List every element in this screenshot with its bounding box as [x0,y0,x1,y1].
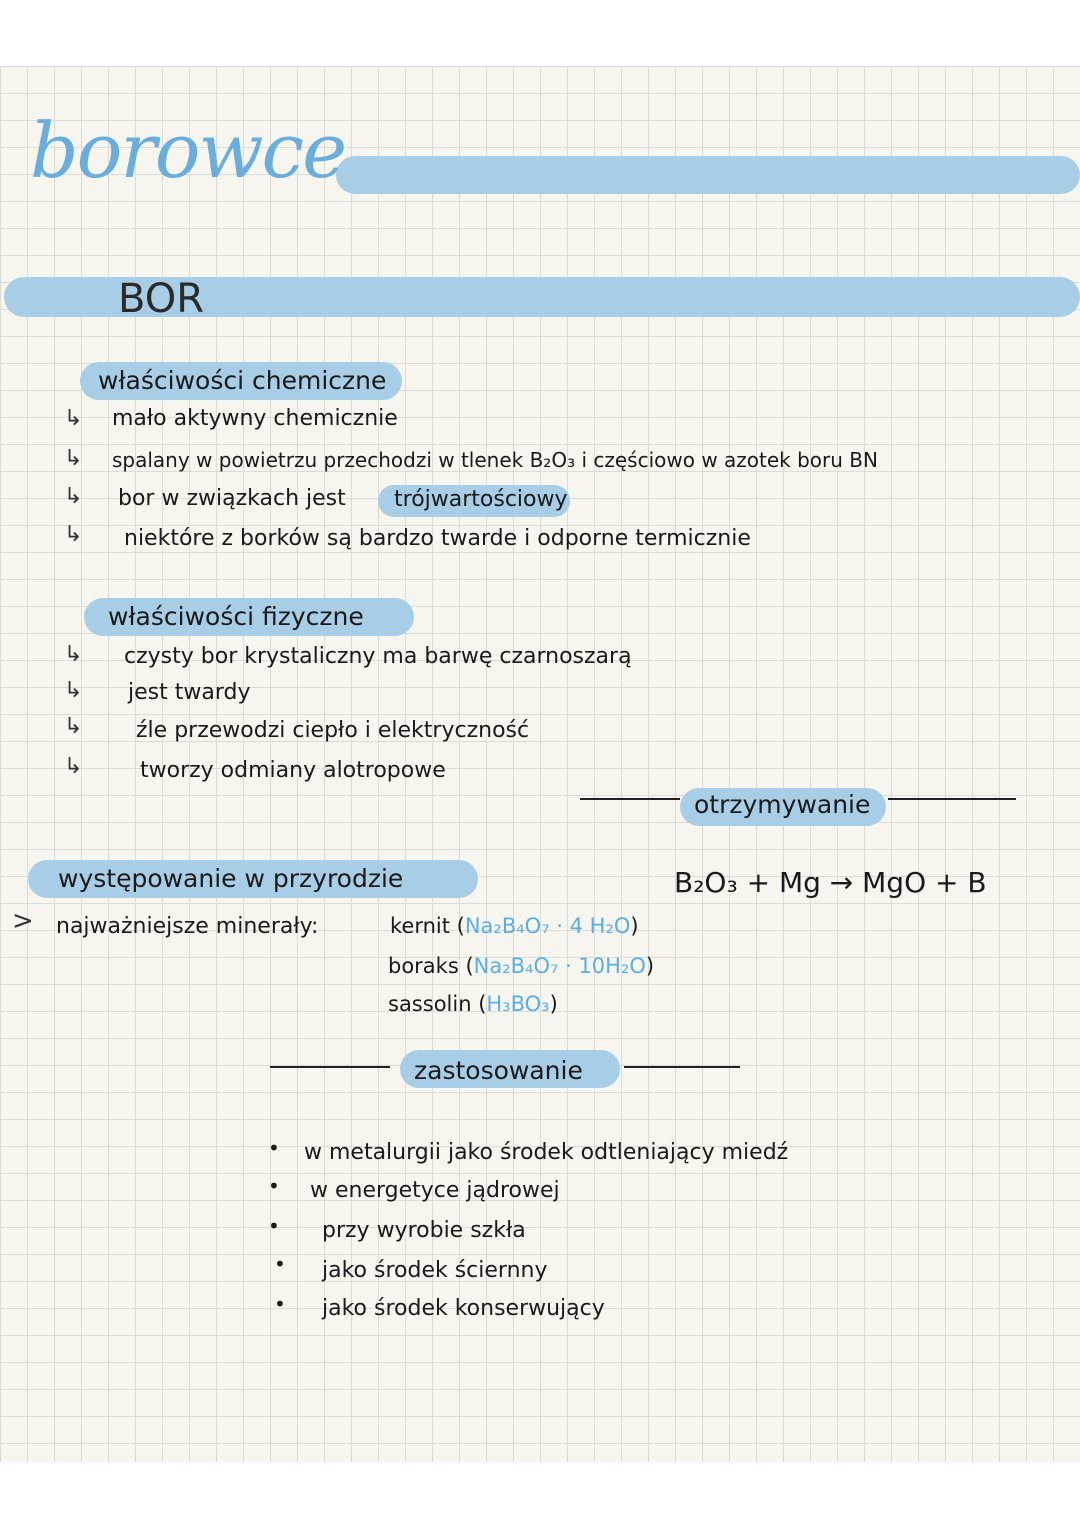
title-highlight [336,156,1080,194]
reaction-equation: B₂O₃ + Mg → MgO + B [674,866,987,899]
mineral-close: ) [549,992,558,1016]
bullet-dot-icon: • [274,1292,286,1316]
use-item: w energetyce jądrowej [310,1178,560,1203]
divider-line [888,798,1016,800]
mineral-row [390,914,639,938]
element-name: BOR [118,276,205,322]
use-item: jako środek ściernny [322,1258,548,1283]
occurrence-heading: występowanie w przyrodzie [58,864,404,893]
minerals-lead: najważniejsze minerały: [56,914,319,939]
mineral-close: ) [645,954,655,978]
phys-heading: właściwości fizyczne [108,602,364,631]
chem-item: niektóre z borków są bardzo twarde i odporne termicznie [124,526,751,551]
bullet-dot-icon: • [274,1252,286,1276]
phys-item: tworzy odmiany alotropowe [140,758,446,783]
bullet-dot-icon: • [268,1136,280,1160]
hooked-arrow-icon: ↳ [64,406,83,431]
phys-item: jest twardy [128,680,251,705]
greater-than-icon: > [12,906,34,936]
hooked-arrow-icon: ↳ [64,484,83,509]
mineral-close: ) [630,914,639,938]
chem-heading: właściwości chemiczne [98,366,387,395]
mineral-name: kernit ( [390,914,465,938]
notebook-page [0,66,1080,1462]
chem-item: mało aktywny chemicznie [112,406,398,431]
use-item: w metalurgii jako środek odtleniający miedź [304,1140,789,1165]
divider-line [624,1066,740,1068]
use-item: przy wyrobie szkła [322,1218,526,1243]
mineral-name: sassolin ( [388,992,487,1016]
hooked-arrow-icon: ↳ [64,678,83,703]
divider-line [580,798,680,800]
hooked-arrow-icon: ↳ [64,754,83,779]
mineral-formula: Na₂B₄O₇ · 10H₂O [473,954,646,978]
mineral-name: boraks ( [388,954,474,978]
page-title: borowce [30,106,346,195]
chem-item: bor w związkach jest [118,486,346,511]
hooked-arrow-icon: ↳ [64,522,83,547]
obtain-heading: otrzymywanie [694,790,871,819]
highlight-text: trójwartościowy [394,487,568,512]
bullet-dot-icon: • [268,1214,280,1238]
mineral-formula: Na₂B₄O₇ · 4 H₂O [464,914,631,938]
hooked-arrow-icon: ↳ [64,642,83,667]
bullet-dot-icon: • [268,1174,280,1198]
uses-heading: zastosowanie [414,1056,583,1085]
mineral-formula: H₃BO₃ [486,992,550,1016]
hooked-arrow-icon: ↳ [64,446,83,471]
hooked-arrow-icon: ↳ [64,714,83,739]
use-item: jako środek konserwujący [322,1296,605,1321]
chem-item: spalany w powietrzu przechodzi w tlenek B₂O₃ i częściowo w azotek boru BN [112,448,878,472]
mineral-row [388,954,654,978]
mineral-row [388,992,558,1016]
divider-line [270,1066,390,1068]
phys-item: źle przewodzi ciepło i elektryczność [136,718,530,743]
phys-item: czysty bor krystaliczny ma barwę czarnoszarą [124,644,632,669]
